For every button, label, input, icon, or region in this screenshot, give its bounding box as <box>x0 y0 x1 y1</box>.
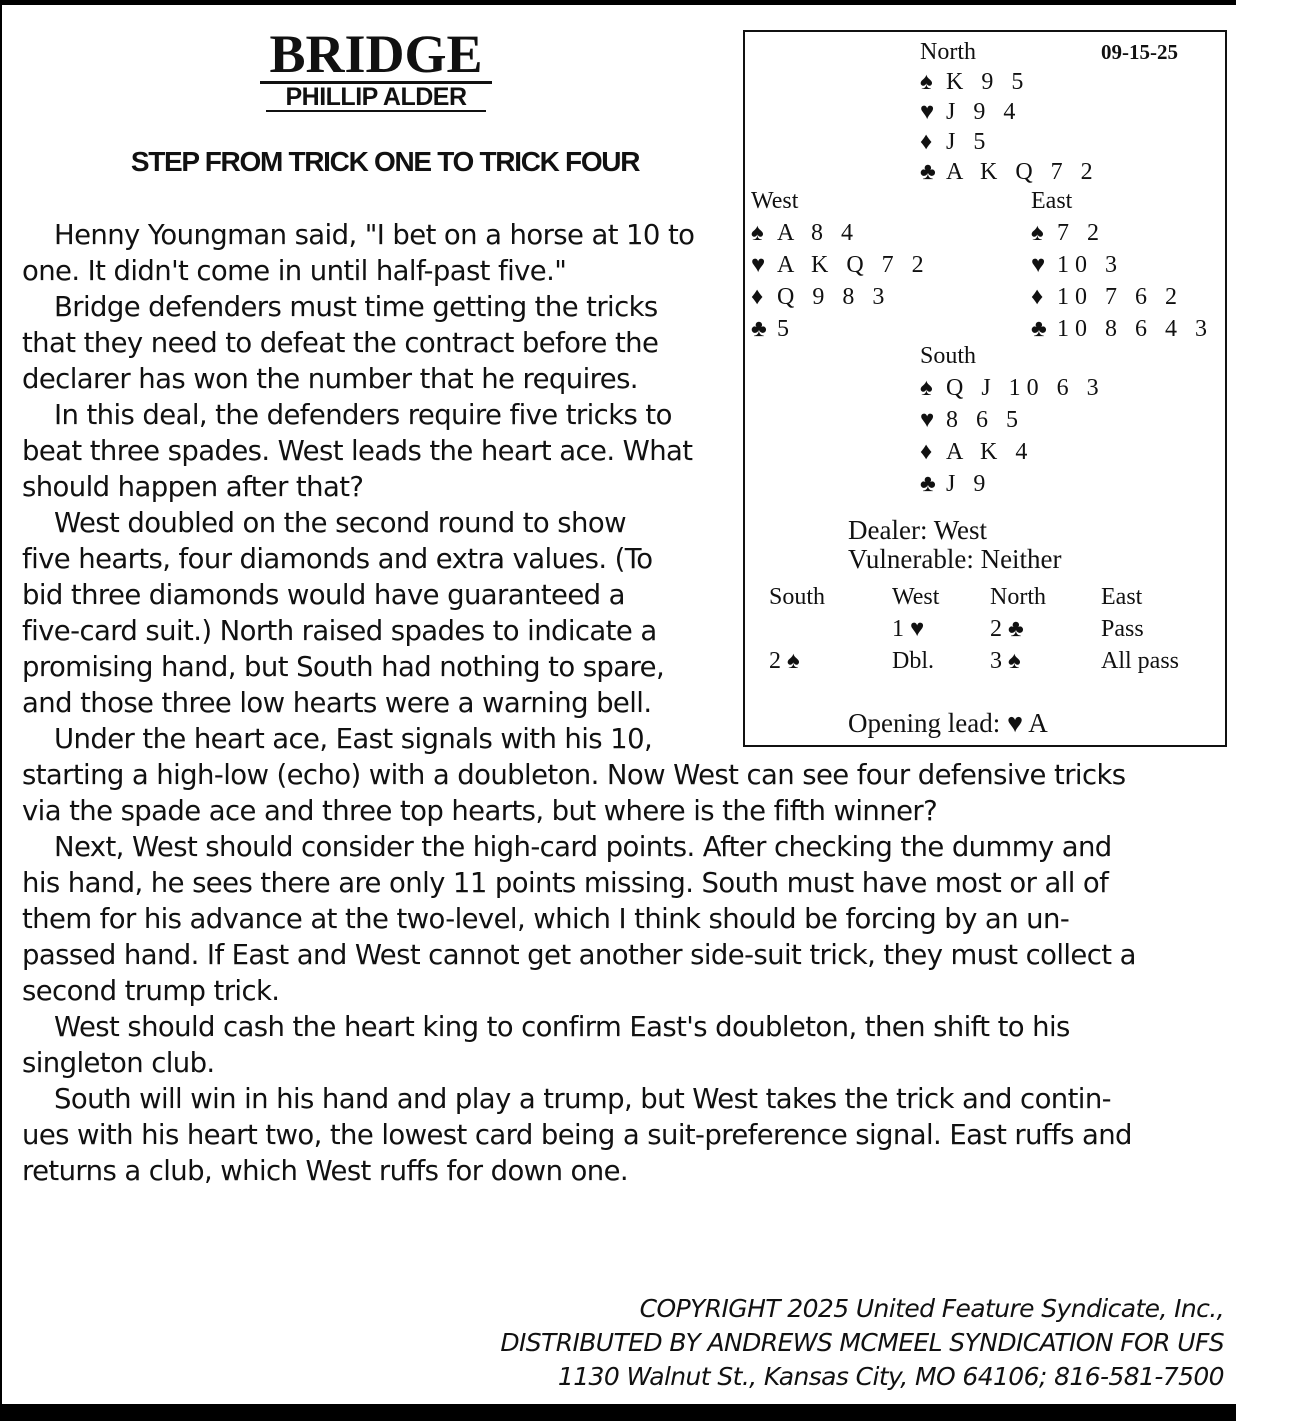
west-spades: ♠ A 8 4 <box>751 220 860 246</box>
top-rule <box>0 0 1236 5</box>
body-line: bid three diamonds would have guaranteed a <box>22 579 625 611</box>
body-line: declarer has won the number that he requires. <box>22 363 638 395</box>
body-line: that they need to defeat the contract before the <box>22 327 659 359</box>
auction-bid: All pass <box>1101 648 1179 674</box>
east-label: East <box>1031 188 1073 214</box>
auction-bid: Dbl. <box>892 648 934 674</box>
opening-lead: Opening lead: ♥ A <box>848 708 1048 738</box>
auction-bid: 2 ♠ <box>769 648 800 674</box>
diamond-icon: ♦ <box>920 439 933 465</box>
club-icon: ♣ <box>920 471 936 497</box>
author-byline: PHILLIP ALDER <box>266 84 486 112</box>
west-diamonds: ♦ Q 9 8 3 <box>751 284 891 310</box>
copyright-line: 1130 Walnut St., Kansas City, MO 64106; 816-581-7500 <box>557 1362 1224 1391</box>
south-diamonds: ♦ A K 4 <box>920 439 1034 465</box>
body-line: Henny Youngman said, "I bet on a horse at 10 to <box>54 219 695 251</box>
south-label: South <box>920 343 977 369</box>
north-clubs: ♣ A K Q 7 2 <box>920 159 1099 185</box>
heart-icon: ♥ <box>751 252 766 278</box>
body-line: them for his advance at the two-level, which I think should be forcing by an un- <box>22 903 1070 935</box>
copyright-line: COPYRIGHT 2025 United Feature Syndicate, Inc., <box>639 1294 1224 1323</box>
left-rule <box>0 0 2 1404</box>
east-spades: ♠ 7 2 <box>1031 220 1105 246</box>
body-line: Next, West should consider the high-card points. After checking the dummy and <box>54 831 1112 863</box>
headline: STEP FROM TRICK ONE TO TRICK FOUR <box>130 146 640 177</box>
body-line: promising hand, but South had nothing to spare, <box>22 651 665 683</box>
body-line: his hand, he sees there are only 11 points missing. South must have most or all of <box>22 867 1109 899</box>
north-label: North <box>920 39 976 65</box>
body-line: and those three low hearts were a warning bell. <box>22 687 652 719</box>
bottom-rule <box>0 1404 1236 1421</box>
body-line: singleton club. <box>22 1047 215 1079</box>
vulnerability-info: Vulnerable: Neither <box>848 544 1062 574</box>
auction-header-north: North <box>990 584 1046 610</box>
auction-header-west: West <box>892 584 940 610</box>
east-diamonds: ♦ 10 7 6 2 <box>1031 284 1183 310</box>
spade-icon: ♠ <box>920 375 933 401</box>
auction-bid: 3 ♠ <box>990 648 1021 674</box>
body-line: should happen after that? <box>22 471 364 503</box>
body-line: five hearts, four diamonds and extra values. (To <box>22 543 653 575</box>
auction-bid: Pass <box>1101 616 1144 642</box>
club-icon: ♣ <box>751 316 767 342</box>
copyright-line: DISTRIBUTED BY ANDREWS MCMEEL SYNDICATION FOR UFS <box>500 1328 1224 1357</box>
body-line: beat three spades. West leads the heart ace. What <box>22 435 693 467</box>
club-icon: ♣ <box>920 159 936 185</box>
diamond-icon: ♦ <box>1031 284 1044 310</box>
auction-header-east: East <box>1101 584 1143 610</box>
spade-icon: ♠ <box>920 69 933 95</box>
dealer-info: Dealer: West <box>848 515 988 545</box>
body-line: Bridge defenders must time getting the tricks <box>54 291 658 323</box>
body-line: South will win in his hand and play a trump, but West takes the trick and contin- <box>54 1083 1112 1115</box>
heart-icon: ♥ <box>1031 252 1046 278</box>
south-clubs: ♣ J 9 <box>920 471 992 497</box>
spade-icon: ♠ <box>751 220 764 246</box>
deal-diagram <box>743 30 1227 747</box>
body-line: one. It didn't come in until half-past five." <box>22 255 567 287</box>
body-line: West should cash the heart king to confirm East's doubleton, then shift to his <box>54 1011 1070 1043</box>
south-spades: ♠ Q J 10 6 3 <box>920 375 1105 401</box>
body-line: via the spade ace and three top hearts, but where is the fifth winner? <box>22 795 938 827</box>
club-icon: ♣ <box>1031 316 1047 342</box>
body-line: second trump trick. <box>22 975 280 1007</box>
body-line: five-card suit.) North raised spades to indicate a <box>22 615 657 647</box>
spade-icon: ♠ <box>1031 220 1044 246</box>
deal-date: 09-15-25 <box>1101 40 1178 64</box>
auction-header-south: South <box>769 584 826 610</box>
north-spades: ♠ K 9 5 <box>920 69 1030 95</box>
north-hearts: ♥ J 9 4 <box>920 99 1022 125</box>
heart-icon: ♥ <box>920 99 935 125</box>
body-line: returns a club, which West ruffs for down one. <box>22 1155 629 1187</box>
west-label: West <box>751 188 799 214</box>
south-hearts: ♥ 8 6 5 <box>920 407 1024 433</box>
body-line: starting a high-low (echo) with a doubleton. Now West can see four defensive tricks <box>22 759 1126 791</box>
heart-icon: ♥ <box>920 407 935 433</box>
masthead <box>260 24 492 112</box>
body-line: ues with his heart two, the lowest card being a suit-preference signal. East ruffs and <box>22 1119 1132 1151</box>
east-clubs: ♣ 10 8 6 4 3 <box>1031 316 1213 342</box>
diamond-icon: ♦ <box>920 129 933 155</box>
east-hearts: ♥ 10 3 <box>1031 252 1123 278</box>
copyright-notice <box>500 1292 1224 1394</box>
body-line: West doubled on the second round to show <box>54 507 626 539</box>
diamond-icon: ♦ <box>751 284 764 310</box>
north-diamonds: ♦ J 5 <box>920 129 992 155</box>
body-line: passed hand. If East and West cannot get another side-suit trick, they must collect a <box>22 939 1136 971</box>
west-hearts: ♥ A K Q 7 2 <box>751 252 930 278</box>
body-line: In this deal, the defenders require five tricks to <box>54 399 672 431</box>
column-title: BRIDGE <box>260 28 492 84</box>
body-line: Under the heart ace, East signals with his 10, <box>54 723 653 755</box>
auction-bid: 2 ♣ <box>990 616 1024 642</box>
west-clubs: ♣ 5 <box>751 316 795 342</box>
auction-bid: 1 ♥ <box>892 616 925 642</box>
